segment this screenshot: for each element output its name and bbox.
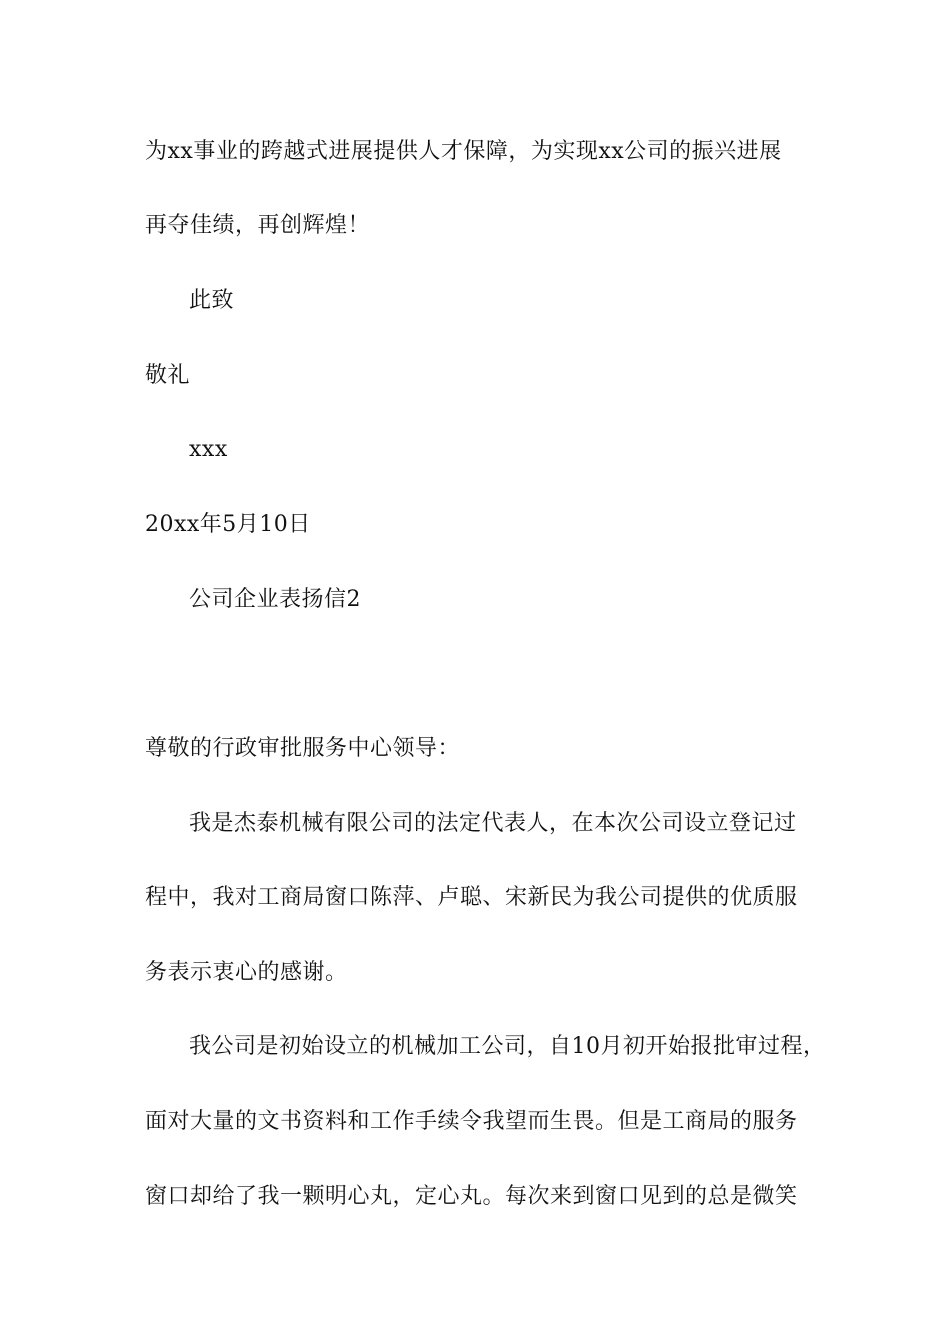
paragraph-line: 窗口却给了我一颗明心丸，定心丸。每次来到窗口见到的总是微笑 xyxy=(145,1184,798,1209)
section-title: 公司企业表扬信2 xyxy=(189,587,361,612)
paragraph-line: 为xx事业的跨越式进展提供人才保障，为实现xx公司的振兴进展 xyxy=(145,139,782,164)
closing-regards: 敬礼 xyxy=(145,363,191,388)
paragraph-line: 再夺佳绩，再创辉煌！ xyxy=(145,213,371,238)
signature-name: xxx xyxy=(189,437,228,462)
letter-date: 20xx年5月10日 xyxy=(145,512,311,537)
paragraph-line: 务表示衷心的感谢。 xyxy=(145,960,348,985)
paragraph-line: 程中，我对工商局窗口陈萍、卢聪、宋新民为我公司提供的优质服 xyxy=(145,885,798,910)
paragraph-line: 我是杰泰机械有限公司的法定代表人，在本次公司设立登记过 xyxy=(189,811,797,836)
paragraph-line: 面对大量的文书资料和工作手续令我望而生畏。但是工商局的服务 xyxy=(145,1109,798,1134)
paragraph-line: 我公司是初始设立的机械加工公司，自10月初开始报批审过程， xyxy=(189,1034,826,1059)
closing-salutation: 此致 xyxy=(189,288,235,313)
letter-greeting: 尊敬的行政审批服务中心领导： xyxy=(145,736,461,761)
